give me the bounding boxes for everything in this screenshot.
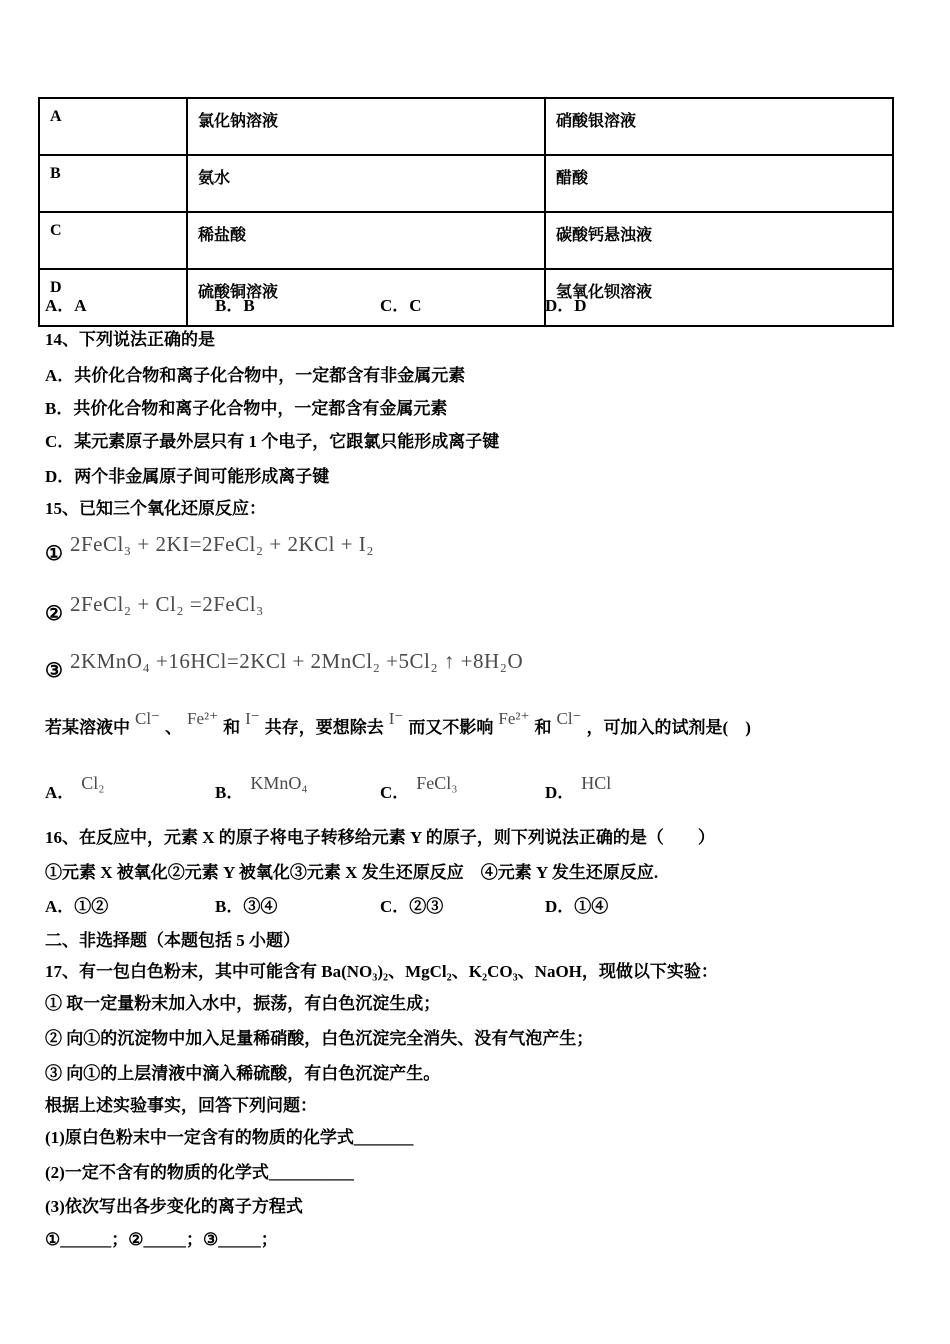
q17-part-3: (3)依次写出各步变化的离子方程式	[45, 1197, 303, 1216]
table-cell: 氯化钠溶液	[187, 98, 545, 155]
table-cell-option: A	[39, 98, 187, 155]
q13-options-row	[45, 294, 587, 318]
table-row	[39, 98, 893, 155]
option-label: B．	[215, 783, 244, 802]
text-segment: ，可加入的试剂是( )	[586, 718, 751, 737]
q16-option-a: A．①②	[45, 897, 109, 916]
table-cell: 硫酸铜溶液	[187, 269, 545, 326]
q15-option-d	[545, 773, 616, 805]
q13-option-c: C．C	[380, 296, 422, 315]
q16-options-row	[45, 895, 608, 919]
equation-text: 2FeCl₃ + 2KI=2FeCl₂ + 2KCl + I₂	[69, 532, 375, 556]
table-cell: 硝酸银溶液	[545, 98, 893, 155]
q16-option-c: C．②③	[380, 897, 444, 916]
text-segment: 和	[534, 718, 552, 737]
circled-1: ①	[45, 543, 63, 565]
q17-prompt: 根据上述实验事实，回答下列问题：	[45, 1096, 317, 1115]
option-label: A．	[45, 783, 75, 802]
q17-step-3: ③ 向①的上层清液中滴入稀硫酸，有白色沉淀产生。	[45, 1064, 441, 1083]
equation-text: 2FeCl₂ + Cl₂ =2FeCl₃	[69, 592, 264, 616]
text-segment: 和	[223, 718, 241, 737]
q14-option-b: B．共价化合物和离子化合物中，一定都含有金属元素	[45, 399, 448, 418]
q16-title: 16、在反应中，元素 X 的原子将电子转移给元素 Y 的原子，则下列说法正确的是（ ）	[45, 828, 715, 847]
q15-option-a	[45, 773, 215, 805]
q13-option-d: D．D	[545, 296, 587, 315]
q15-equation-2	[45, 590, 264, 625]
table-cell-option: B	[39, 155, 187, 212]
text-segment: 、	[165, 718, 183, 737]
text-segment: 而又不影响	[408, 718, 494, 737]
q14-title: 14、下列说法正确的是	[45, 330, 215, 349]
q17-part-1: (1)原白色粉末中一定含有的物质的化学式_______	[45, 1128, 414, 1147]
q17-part-2: (2)一定不含有的物质的化学式__________	[45, 1163, 354, 1182]
q17-step-2: ② 向①的沉淀物中加入足量稀硝酸，白色沉淀完全消失、没有气泡产生；	[45, 1029, 594, 1048]
q15-options-row	[45, 773, 616, 805]
q16-statement: ①元素 X 被氧化②元素 Y 被氧化③元素 X 发生还原反应 ④元素 Y 发生还原反应.	[45, 863, 659, 882]
reagent-formula: Cl₂	[81, 773, 105, 793]
ion-formula-fe: Fe²⁺	[187, 709, 219, 728]
q16-option-b: B．③④	[215, 897, 278, 916]
table-cell: 氢氧化钡溶液	[545, 269, 893, 326]
q13-table	[38, 97, 894, 327]
q13-option-b: B．B	[215, 296, 255, 315]
q14-option-c: C．某元素原子最外层只有 1 个电子，它跟氯只能形成离子键	[45, 432, 500, 451]
q15-title: 15、已知三个氧化还原反应：	[45, 499, 266, 518]
q13-option-a: A．A	[45, 296, 87, 315]
reagent-formula: FeCl₃	[416, 773, 458, 793]
table-cell: 醋酸	[545, 155, 893, 212]
q15-equation-1	[45, 530, 375, 565]
ion-formula-cl: Cl⁻	[135, 709, 161, 728]
text-segment: 若某溶液中	[45, 718, 130, 737]
q15-option-c	[380, 773, 545, 805]
table-row	[39, 155, 893, 212]
text-segment: 共存，要想除去	[264, 718, 384, 737]
ion-formula-fe: Fe²⁺	[498, 709, 530, 728]
table-cell-option: D	[39, 269, 187, 326]
equation-text: 2KMnO₄ +16HCl=2KCl + 2MnCl₂ +5Cl₂ ↑ +8H₂O	[69, 649, 524, 673]
ion-formula-cl: Cl⁻	[556, 709, 582, 728]
table-row	[39, 212, 893, 269]
ion-formula-i: I⁻	[388, 709, 404, 728]
option-label: C．	[380, 783, 410, 802]
circled-3: ③	[45, 660, 63, 682]
ion-formula-i: I⁻	[245, 709, 260, 728]
table-cell-option: C	[39, 212, 187, 269]
q14-option-d: D．两个非金属原子间可能形成离子键	[45, 467, 330, 486]
table-cell: 稀盐酸	[187, 212, 545, 269]
section2-header: 二、非选择题（本题包括 5 小题）	[45, 931, 300, 950]
q15-coexist-line	[45, 709, 751, 740]
reagent-formula: KMnO₄	[250, 773, 308, 793]
q17-answer-blanks: ①______；②_____；③_____；	[45, 1230, 278, 1249]
table-cell: 氨水	[187, 155, 545, 212]
q17-intro: 17、有一包白色粉末，其中可能含有 Ba(NO₃)₂、MgCl₂、K₂CO₃、NaOH，现做以下实验：	[45, 962, 718, 981]
q16-option-d: D．①④	[545, 897, 609, 916]
circled-2: ②	[45, 603, 63, 625]
option-label: D．	[545, 783, 575, 802]
q17-step-1: ① 取一定量粉末加入水中，振荡，有白色沉淀生成；	[45, 994, 441, 1013]
reagent-formula: HCl	[581, 773, 612, 793]
q15-option-b	[215, 773, 380, 805]
table-cell: 碳酸钙悬浊液	[545, 212, 893, 269]
q14-option-a: A．共价化合物和离子化合物中，一定都含有非金属元素	[45, 366, 466, 385]
q15-equation-3	[45, 647, 524, 682]
